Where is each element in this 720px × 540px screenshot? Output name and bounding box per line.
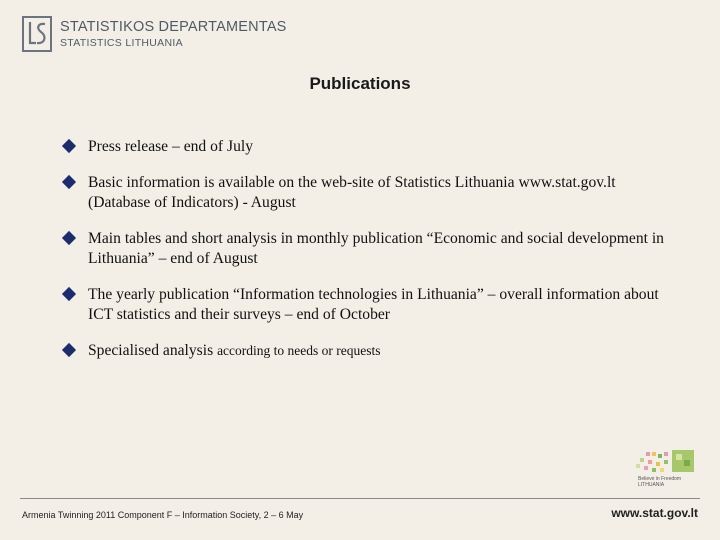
diamond-bullet-icon [62, 231, 76, 245]
bullet-text: Press release – end of July [88, 138, 253, 155]
bullet-item [63, 173, 673, 213]
bullet-item [63, 341, 673, 361]
bullet-text: Basic information is available on the web-site of Statistics Lithuania www.stat.gov.lt (Database of Indicators) - August [88, 174, 616, 211]
footer-divider [20, 498, 700, 499]
footer-caption: Armenia Twinning 2011 Component F – Information Society, 2 – 6 May [22, 510, 304, 520]
footer-website-link[interactable]: www.stat.gov.lt [611, 506, 698, 520]
bullet-item [63, 137, 673, 157]
slide-title: Publications [309, 74, 411, 93]
bullet-text: The yearly publication “Information technologies in Lithuania” – overall information about ICT statistics and their surveys – end of October [88, 286, 659, 323]
org-name-en: STATISTICS LITHUANIA [60, 36, 183, 49]
bullet-list [63, 137, 673, 377]
diamond-bullet-icon [62, 343, 76, 357]
diamond-bullet-icon [62, 287, 76, 301]
org-logo [22, 16, 287, 52]
bullet-text: Specialised analysis [88, 342, 218, 359]
org-name-lt: STATISTIKOS DEPARTAMENTAS [60, 19, 287, 35]
statistics-lithuania-logo-icon [22, 16, 52, 52]
diamond-bullet-icon [62, 139, 76, 153]
believe-in-freedom-mosaic-icon [634, 450, 696, 498]
bullet-text: Main tables and short analysis in monthly publication “Economic and social development in Lithuania” – end of August [88, 230, 664, 267]
bullet-item [63, 229, 673, 269]
badge-caption: Believe in Freedom LITHUANIA [638, 476, 682, 488]
bullet-item [63, 285, 673, 325]
bullet-text-small: according to needs or requests [217, 343, 381, 358]
diamond-bullet-icon [62, 175, 76, 189]
